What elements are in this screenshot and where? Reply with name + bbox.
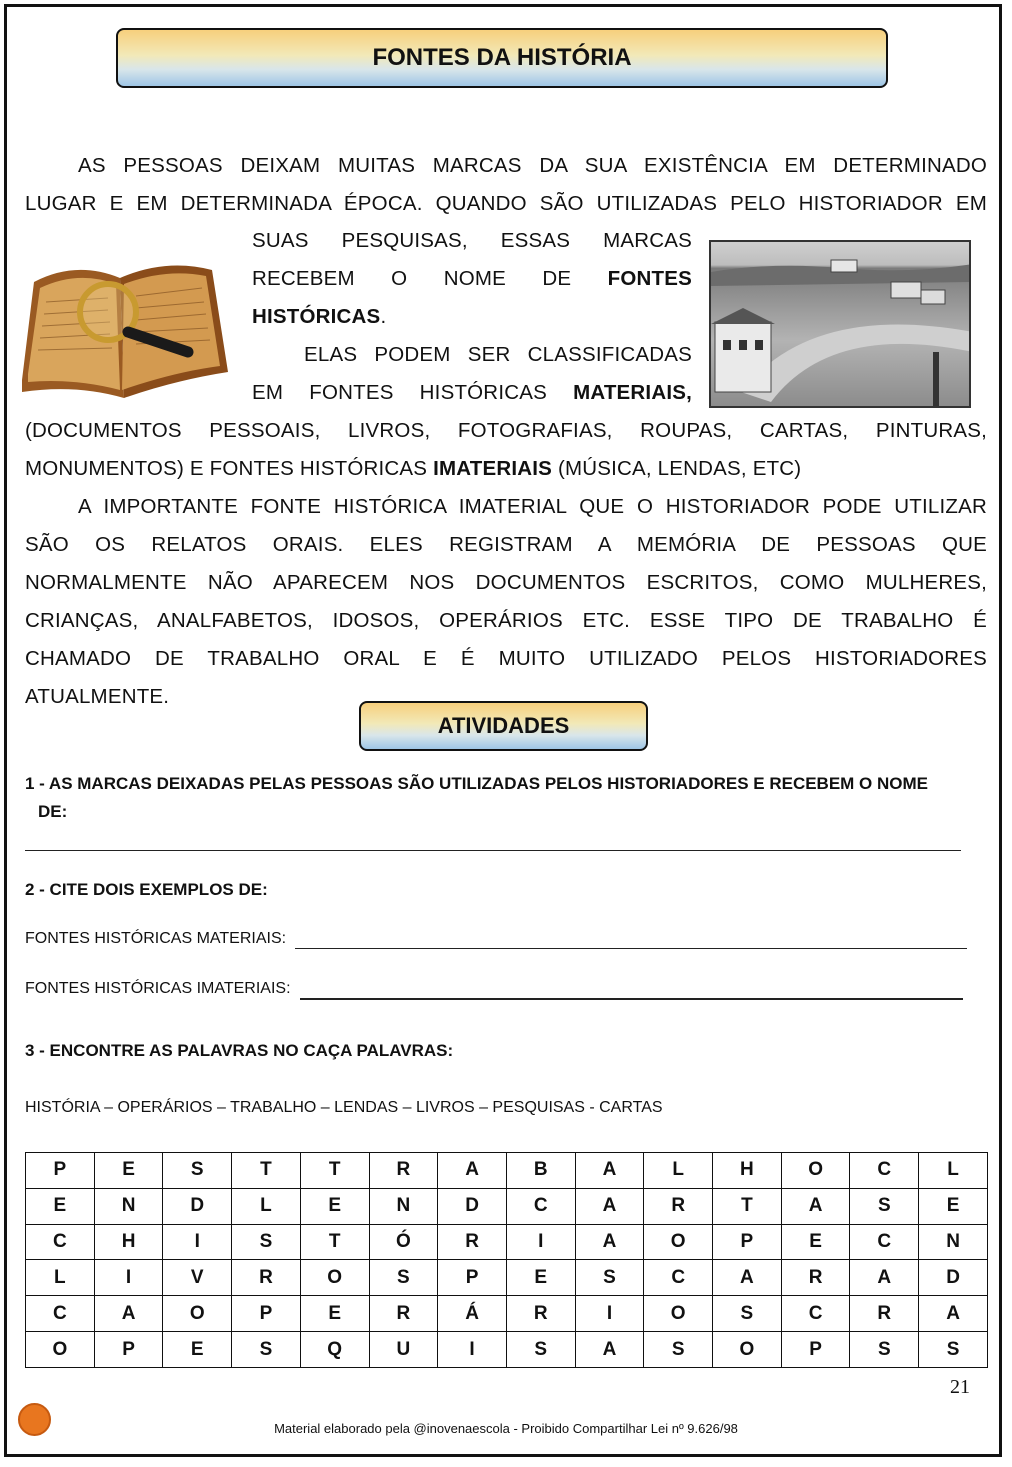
grid-cell[interactable]: O [163, 1296, 232, 1332]
question-3: 3 - ENCONTRE AS PALAVRAS NO CAÇA PALAVRAS: [25, 1041, 454, 1060]
grid-row [26, 1224, 988, 1260]
intro-line: EM FONTES HISTÓRICAS MATERIAIS, [252, 381, 692, 404]
grid-cell[interactable]: S [850, 1188, 919, 1224]
grid-cell[interactable]: R [850, 1296, 919, 1332]
intro-line: SÃO OS RELATOS ORAIS. ELES REGISTRAM A MEMÓRIA DE PESSOAS QUE [25, 533, 987, 556]
grid-cell[interactable]: E [781, 1224, 850, 1260]
answer-line-1[interactable] [25, 850, 961, 851]
grid-cell[interactable]: L [644, 1153, 713, 1189]
grid-cell[interactable]: H [94, 1224, 163, 1260]
grid-cell[interactable]: A [850, 1260, 919, 1296]
grid-cell[interactable]: P [232, 1296, 301, 1332]
grid-cell[interactable]: P [26, 1153, 95, 1189]
grid-cell[interactable]: B [506, 1153, 575, 1189]
grid-cell[interactable]: R [369, 1153, 438, 1189]
grid-cell[interactable]: T [300, 1153, 369, 1189]
grid-cell[interactable]: I [506, 1224, 575, 1260]
grid-cell[interactable]: O [26, 1332, 95, 1368]
grid-cell[interactable]: T [300, 1224, 369, 1260]
grid-cell[interactable]: L [919, 1153, 988, 1189]
grid-cell[interactable]: A [575, 1153, 644, 1189]
grid-cell[interactable]: T [713, 1188, 782, 1224]
imateriais-answer-line[interactable] [300, 998, 963, 1000]
grid-cell[interactable]: Ó [369, 1224, 438, 1260]
grid-cell[interactable]: H [713, 1153, 782, 1189]
intro-line: A IMPORTANTE FONTE HISTÓRICA IMATERIAL QUE O HISTORIADOR PODE UTILIZAR [78, 495, 987, 518]
grid-cell[interactable]: R [506, 1296, 575, 1332]
footer-note: Material elaborado pela @inovenaescola - Proibido Compartilhar Lei nº 9.626/98 [274, 1421, 738, 1436]
intro-line: MONUMENTOS) E FONTES HISTÓRICAS IMATERIAIS (MÚSICA, LENDAS, ETC) [25, 457, 802, 480]
grid-cell[interactable]: A [575, 1188, 644, 1224]
grid-cell[interactable]: C [644, 1260, 713, 1296]
intro-line: NORMALMENTE NÃO APARECEM NOS DOCUMENTOS ESCRITOS, COMO MULHERES, [25, 571, 987, 594]
book-magnifier-image [16, 252, 232, 400]
grid-cell[interactable]: R [644, 1188, 713, 1224]
grid-cell[interactable]: E [506, 1260, 575, 1296]
word-list: HISTÓRIA – OPERÁRIOS – TRABALHO – LENDAS – LIVROS – PESQUISAS - CARTAS [25, 1099, 663, 1116]
intro-line: SUAS PESQUISAS, ESSAS MARCAS [252, 229, 692, 252]
grid-cell[interactable]: E [300, 1296, 369, 1332]
intro-line: LUGAR E EM DETERMINADA ÉPOCA. QUANDO SÃO UTILIZADAS PELO HISTORIADOR EM [25, 192, 987, 215]
grid-row [26, 1332, 988, 1368]
historic-town-photo [709, 240, 971, 408]
grid-cell[interactable]: N [369, 1188, 438, 1224]
grid-cell[interactable]: S [369, 1260, 438, 1296]
grid-cell[interactable]: R [781, 1260, 850, 1296]
grid-cell[interactable]: N [94, 1188, 163, 1224]
grid-cell[interactable]: V [163, 1260, 232, 1296]
grid-cell[interactable]: E [94, 1153, 163, 1189]
grid-cell[interactable]: Q [300, 1332, 369, 1368]
grid-cell[interactable]: E [26, 1188, 95, 1224]
grid-cell[interactable]: P [781, 1332, 850, 1368]
grid-cell[interactable]: S [506, 1332, 575, 1368]
intro-line: (DOCUMENTOS PESSOAIS, LIVROS, FOTOGRAFIAS, ROUPAS, CARTAS, PINTURAS, [25, 419, 987, 442]
grid-cell[interactable]: S [575, 1260, 644, 1296]
question-2: 2 - CITE DOIS EXEMPLOS DE: [25, 880, 268, 899]
grid-cell[interactable]: D [163, 1188, 232, 1224]
intro-line: ELAS PODEM SER CLASSIFICADAS [304, 343, 692, 366]
grid-cell[interactable]: I [163, 1224, 232, 1260]
grid-cell[interactable]: A [94, 1296, 163, 1332]
intro-line: CRIANÇAS, ANALFABETOS, IDOSOS, OPERÁRIOS ETC. ESSE TIPO DE TRABALHO É [25, 609, 987, 632]
grid-cell[interactable]: C [506, 1188, 575, 1224]
grid-cell[interactable]: Á [438, 1296, 507, 1332]
grid-cell[interactable]: D [438, 1188, 507, 1224]
question-1: 1 - AS MARCAS DEIXADAS PELAS PESSOAS SÃO UTILIZADAS PELOS HISTORIADORES E RECEBEM O NOME [25, 774, 929, 793]
grid-cell[interactable]: R [369, 1296, 438, 1332]
grid-cell[interactable]: O [644, 1224, 713, 1260]
grid-cell[interactable]: O [713, 1332, 782, 1368]
grid-cell[interactable]: C [850, 1224, 919, 1260]
grid-cell[interactable]: D [919, 1260, 988, 1296]
page-title: FONTES DA HISTÓRIA [116, 28, 888, 88]
grid-cell[interactable]: P [94, 1332, 163, 1368]
grid-cell[interactable]: L [232, 1188, 301, 1224]
grid-cell[interactable]: O [300, 1260, 369, 1296]
grid-cell[interactable]: L [26, 1260, 95, 1296]
grid-cell[interactable]: I [438, 1332, 507, 1368]
activities-title: ATIVIDADES [359, 701, 648, 751]
grid-cell[interactable]: P [438, 1260, 507, 1296]
grid-cell[interactable]: E [919, 1188, 988, 1224]
grid-cell[interactable]: A [575, 1332, 644, 1368]
grid-cell[interactable]: I [575, 1296, 644, 1332]
grid-cell[interactable]: E [163, 1332, 232, 1368]
intro-line: RECEBEM O NOME DE FONTES [252, 267, 692, 290]
grid-cell[interactable]: I [94, 1260, 163, 1296]
grid-cell[interactable]: S [713, 1296, 782, 1332]
grid-cell[interactable]: S [850, 1332, 919, 1368]
intro-line: AS PESSOAS DEIXAM MUITAS MARCAS DA SUA EXISTÊNCIA EM DETERMINADO [78, 154, 987, 177]
grid-cell[interactable]: R [438, 1224, 507, 1260]
grid-cell[interactable]: S [163, 1153, 232, 1189]
word-search-grid [25, 1152, 988, 1368]
intro-line: HISTÓRICAS. [252, 305, 387, 328]
grid-cell[interactable]: O [781, 1153, 850, 1189]
page-number: 21 [950, 1376, 970, 1398]
grid-cell[interactable]: A [713, 1260, 782, 1296]
question-1-continuation: DE: [38, 802, 68, 821]
grid-cell[interactable]: N [919, 1224, 988, 1260]
grid-cell[interactable]: C [781, 1296, 850, 1332]
grid-cell[interactable]: C [26, 1296, 95, 1332]
grid-cell[interactable]: R [232, 1260, 301, 1296]
grid-row [26, 1260, 988, 1296]
grid-cell[interactable]: E [300, 1188, 369, 1224]
grid-cell[interactable]: O [644, 1296, 713, 1332]
intro-line: ATUALMENTE. [25, 685, 170, 708]
grid-row [26, 1296, 988, 1332]
materiais-answer-line[interactable] [295, 948, 967, 949]
imateriais-label: FONTES HISTÓRICAS IMATERIAIS: [25, 980, 291, 997]
intro-line: CHAMADO DE TRABALHO ORAL E É MUITO UTILIZADO PELOS HISTORIADORES [25, 647, 987, 670]
grid-cell[interactable]: A [781, 1188, 850, 1224]
grid-cell[interactable]: C [850, 1153, 919, 1189]
grid-cell[interactable]: T [232, 1153, 301, 1189]
grid-cell[interactable]: S [232, 1332, 301, 1368]
grid-cell[interactable]: A [438, 1153, 507, 1189]
grid-row [26, 1188, 988, 1224]
grid-cell[interactable]: P [713, 1224, 782, 1260]
grid-cell[interactable]: U [369, 1332, 438, 1368]
grid-cell[interactable]: S [919, 1332, 988, 1368]
grid-cell[interactable]: A [575, 1224, 644, 1260]
materiais-label: FONTES HISTÓRICAS MATERIAIS: [25, 930, 287, 947]
grid-cell[interactable]: S [644, 1332, 713, 1368]
grid-row [26, 1153, 988, 1189]
grid-cell[interactable]: S [232, 1224, 301, 1260]
grid-cell[interactable]: C [26, 1224, 95, 1260]
grid-cell[interactable]: A [919, 1296, 988, 1332]
